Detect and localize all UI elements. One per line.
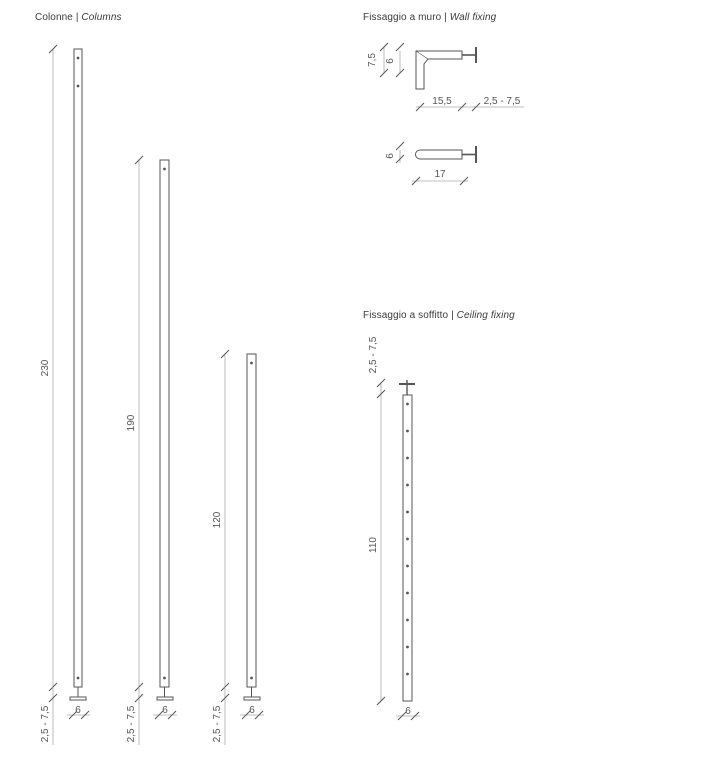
column-190-hole [164,168,166,170]
column-190-foot-plate [157,697,173,700]
ceiling-fixing-hole [407,592,409,594]
ceiling-fixing-height-label: 110 [368,537,379,553]
ceiling-fixing-title: Fissaggio a soffitto [363,310,449,321]
column-230-foot-plate [70,697,86,700]
column-230 [49,45,90,745]
ceiling-fixing-hole [407,511,409,513]
column-120-width-label: 6 [249,705,255,716]
wall-bracket-joint [416,51,428,59]
column-190-width-label: 6 [162,705,168,716]
ceiling-fixing-hole [407,457,409,459]
column-190-hole [164,677,166,679]
ceiling-fixing-hole [407,430,409,432]
columns-title: Colonne [35,12,73,23]
ceiling-fixing-title-en: Ceiling fixing [456,310,515,321]
column-230-height-label: 230 [40,359,51,377]
column-230-hole [77,85,79,87]
wall-bracket-length-label: 15,5 [432,96,452,107]
wall-fixing-separator: | [441,12,450,23]
column-120 [221,350,264,745]
wall-fixing-title: Fissaggio a muro [363,12,442,23]
ceiling-fixing-width-label: 6 [405,706,411,717]
ceiling-fixing-hole [407,538,409,540]
ceiling-fixing [377,379,420,720]
column-230-body [74,49,82,687]
columns-title-en: Columns [81,12,122,23]
wall-bracket-tick [396,43,404,51]
column-120-hole [251,362,253,364]
column-190-body [160,160,169,687]
wall-bracket-height-outer-label: 7,5 [367,53,378,67]
column-230-width-label: 6 [75,705,81,716]
wall-round-arm-height-label: 6 [385,153,396,159]
ceiling-fixing-body [403,395,412,701]
column-120-foot-plate [244,697,260,700]
ceiling-fixing-hole [407,403,409,405]
ceiling-fixing-separator: | [448,310,457,321]
wall-round-arm-tick [396,142,404,150]
ceiling-fixing-extension-label: 2,5 - 7,5 [368,336,379,374]
wall-fixing-title-en: Wall fixing [449,12,497,23]
column-190-height-label: 190 [126,414,137,432]
column-190-base-label: 2,5 - 7,5 [126,705,137,743]
column-120-height-label: 120 [212,511,223,529]
column-230-hole [77,57,79,59]
column-230-base-label: 2,5 - 7,5 [40,705,51,743]
column-120-base-label: 2,5 - 7,5 [212,705,223,743]
column-230-hole [77,677,79,679]
wall-round-arm-length-label: 17 [434,169,446,180]
wall-round-arm-body [416,150,463,159]
wall-bracket-body [416,51,462,89]
columns-separator: | [72,12,82,23]
ceiling-fixing-hole [407,565,409,567]
ceiling-fixing-hole [407,484,409,486]
column-120-hole [251,677,253,679]
wall-bracket-extension-label: 2,5 - 7,5 [483,96,521,107]
column-190 [135,156,177,745]
column-120-body [247,354,256,687]
ceiling-fixing-hole [407,673,409,675]
wall-bracket-height-inner-label: 6 [385,58,396,64]
ceiling-fixing-hole [407,646,409,648]
ceiling-fixing-hole [407,619,409,621]
